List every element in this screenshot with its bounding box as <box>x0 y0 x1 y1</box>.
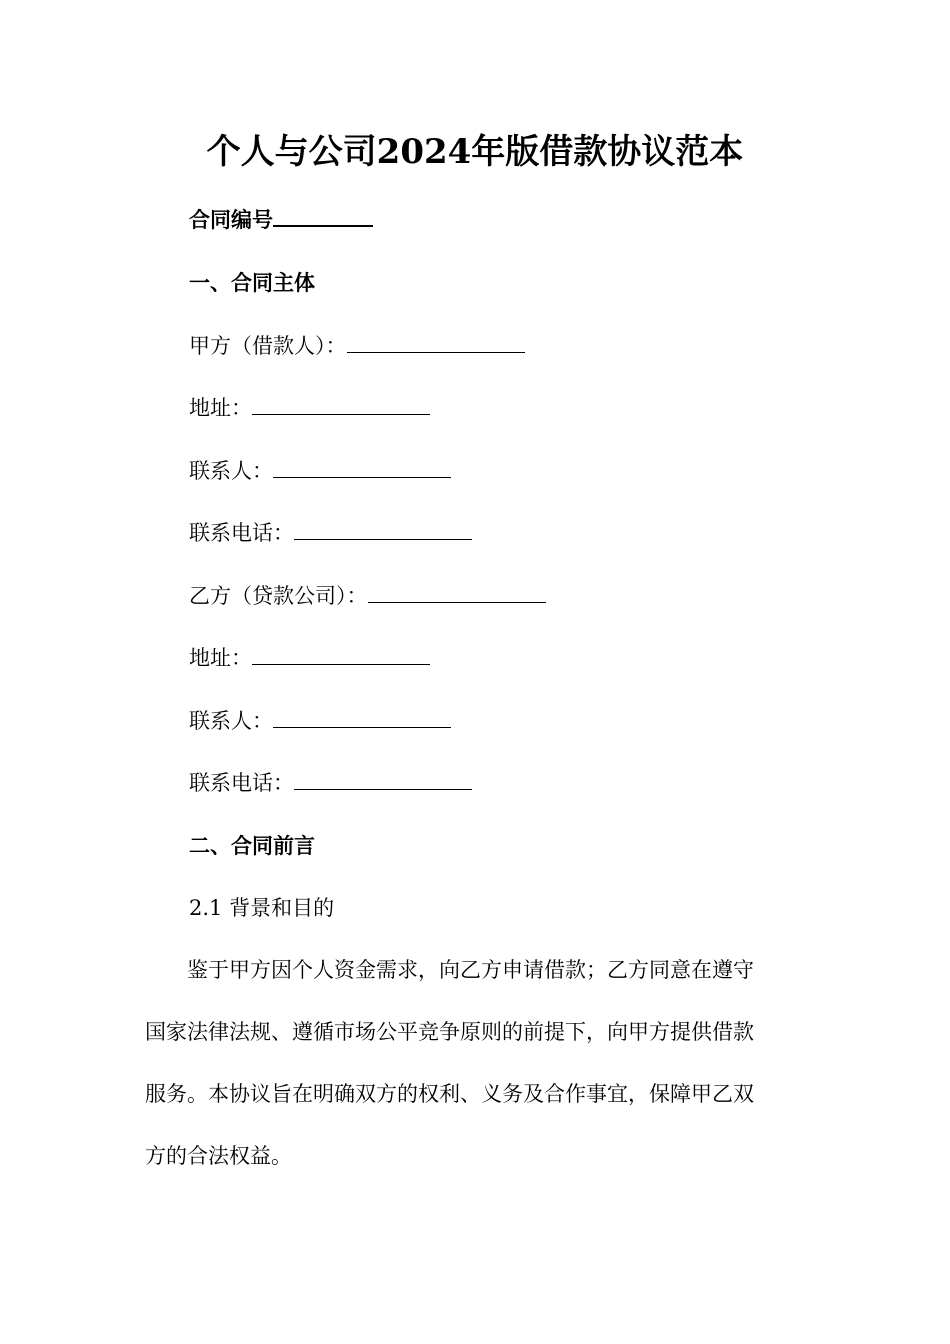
party-b-line <box>189 581 546 611</box>
paragraph-line: 服务。本协议旨在明确双方的权利、义务及合作事宜，保障甲乙双 <box>145 1082 754 1106</box>
contract-number-label: 合同编号 <box>189 207 273 232</box>
party-a-phone-line <box>189 518 472 548</box>
party-a-address-label: 地址： <box>189 396 252 420</box>
party-a-address-line <box>189 393 430 423</box>
party-a-blank <box>347 332 525 353</box>
party-a-line <box>189 331 525 361</box>
section-1-heading: 一、合同主体 <box>189 270 315 295</box>
party-b-contact-blank <box>273 707 451 728</box>
party-b-contact-line <box>189 706 451 736</box>
subsection-2-1-heading: 2.1 背景和目的 <box>189 896 335 920</box>
party-b-address-blank <box>252 644 430 665</box>
contract-number-blank <box>273 205 373 227</box>
paragraph-line: 方的合法权益。 <box>145 1144 292 1168</box>
party-a-label: 甲方（借款人）： <box>189 334 347 358</box>
party-b-contact-label: 联系人： <box>189 709 273 733</box>
party-a-contact-blank <box>273 457 451 478</box>
party-b-address-line <box>189 643 430 673</box>
preamble-paragraph <box>145 955 805 1203</box>
party-b-address-label: 地址： <box>189 646 252 670</box>
party-b-phone-blank <box>294 769 472 790</box>
party-a-contact-line <box>189 456 451 486</box>
party-a-phone-label: 联系电话： <box>189 521 294 545</box>
document-title: 个人与公司2024年版借款协议范本 <box>206 132 744 172</box>
party-b-label: 乙方（贷款公司）： <box>189 584 368 608</box>
paragraph-line: 国家法律法规、遵循市场公平竞争原则的前提下，向甲方提供借款 <box>145 1020 754 1044</box>
party-a-phone-blank <box>294 519 472 540</box>
contract-number-line <box>189 205 373 235</box>
party-a-address-blank <box>252 394 430 415</box>
party-b-phone-label: 联系电话： <box>189 771 294 795</box>
section-2-heading: 二、合同前言 <box>189 833 315 858</box>
party-b-phone-line <box>189 768 472 798</box>
party-b-blank <box>368 582 546 603</box>
paragraph-line: 鉴于甲方因个人资金需求，向乙方申请借款；乙方同意在遵守 <box>145 958 754 982</box>
party-a-contact-label: 联系人： <box>189 459 273 483</box>
